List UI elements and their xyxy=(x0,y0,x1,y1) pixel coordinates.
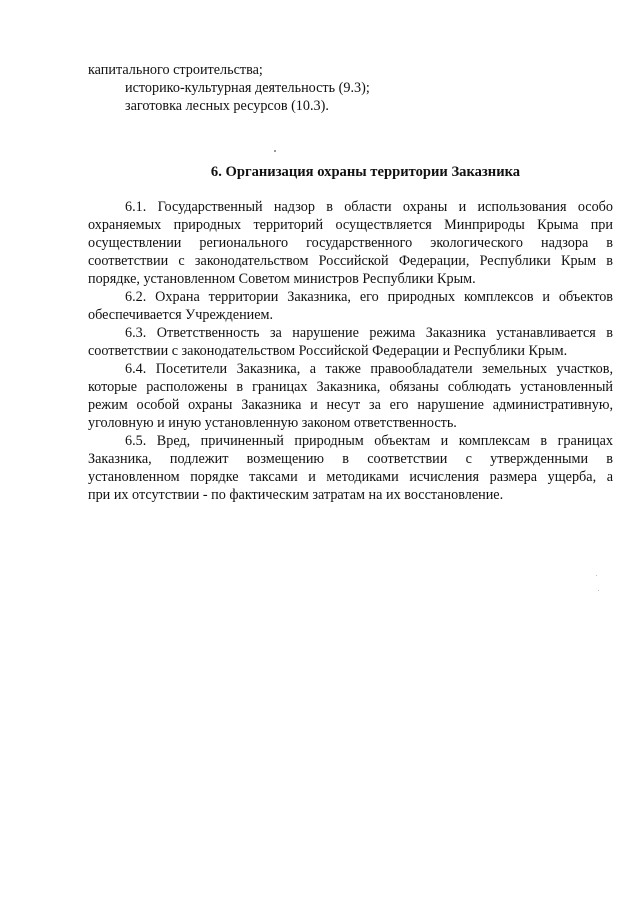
paragraph-line: при их отсутствии - по фактическим затратам на их восстановление. xyxy=(88,487,504,503)
paragraph-line: которые расположены в границах Заказника, обязаны соблюдать установленный xyxy=(88,379,613,395)
paragraph-line: соответствии с законодательством Российской Федерации, Республики Крым в xyxy=(88,253,613,269)
scan-speck xyxy=(274,150,276,152)
list-line-forest-resources: заготовка лесных ресурсов (10.3). xyxy=(125,98,329,114)
paragraph-line: 6.2. Охрана территории Заказника, его природных комплексов и объектов xyxy=(125,289,613,305)
paragraph-line: 6.1. Государственный надзор в области охраны и использования особо xyxy=(125,199,613,215)
paragraph-line: 6.3. Ответственность за нарушение режима Заказника устанавливается в xyxy=(125,325,613,341)
scan-speck xyxy=(598,590,599,591)
paragraph-6-2 xyxy=(88,288,613,324)
paragraph-line: 6.5. Вред, причиненный природным объектам и комплексам в границах xyxy=(125,433,613,449)
paragraph-line: установленном порядке таксами и методиками исчисления размера ущерба, а xyxy=(88,469,613,485)
paragraph-line: обеспечивается Учреждением. xyxy=(88,307,274,323)
paragraph-line: соответствии с законодательством Российской Федерации и Республики Крым. xyxy=(88,343,568,359)
paragraph-6-3 xyxy=(88,324,613,360)
section-heading: 6. Организация охраны территории Заказника xyxy=(210,164,521,180)
paragraph-line: осуществлении регионального государственного экологического надзора в xyxy=(88,235,613,251)
paragraph-line: охраняемых природных территорий осуществляется Минприроды Крыма при xyxy=(88,217,613,233)
paragraph-6-5 xyxy=(88,432,613,504)
paragraph-line: Заказника, подлежит возмещению в соответствии с утвержденными в xyxy=(88,451,613,467)
paragraph-6-1 xyxy=(88,198,613,288)
paragraph-6-4 xyxy=(88,360,613,432)
paragraph-line: порядке, установленном Советом министров Республики Крым. xyxy=(88,271,476,287)
list-line-historical-cultural: историко-культурная деятельность (9.3); xyxy=(125,80,370,96)
paragraph-line: 6.4. Посетители Заказника, а также правообладатели земельных участков, xyxy=(125,361,613,377)
scan-speck xyxy=(596,575,597,576)
previous-list-fragment xyxy=(88,61,613,115)
list-line-capital-construction: капитального строительства; xyxy=(88,62,263,78)
paragraph-line: уголовную и иную установленную законом ответственность. xyxy=(88,415,457,431)
paragraph-line: режим особой охраны Заказника и несут за его нарушение административную, xyxy=(88,397,613,413)
